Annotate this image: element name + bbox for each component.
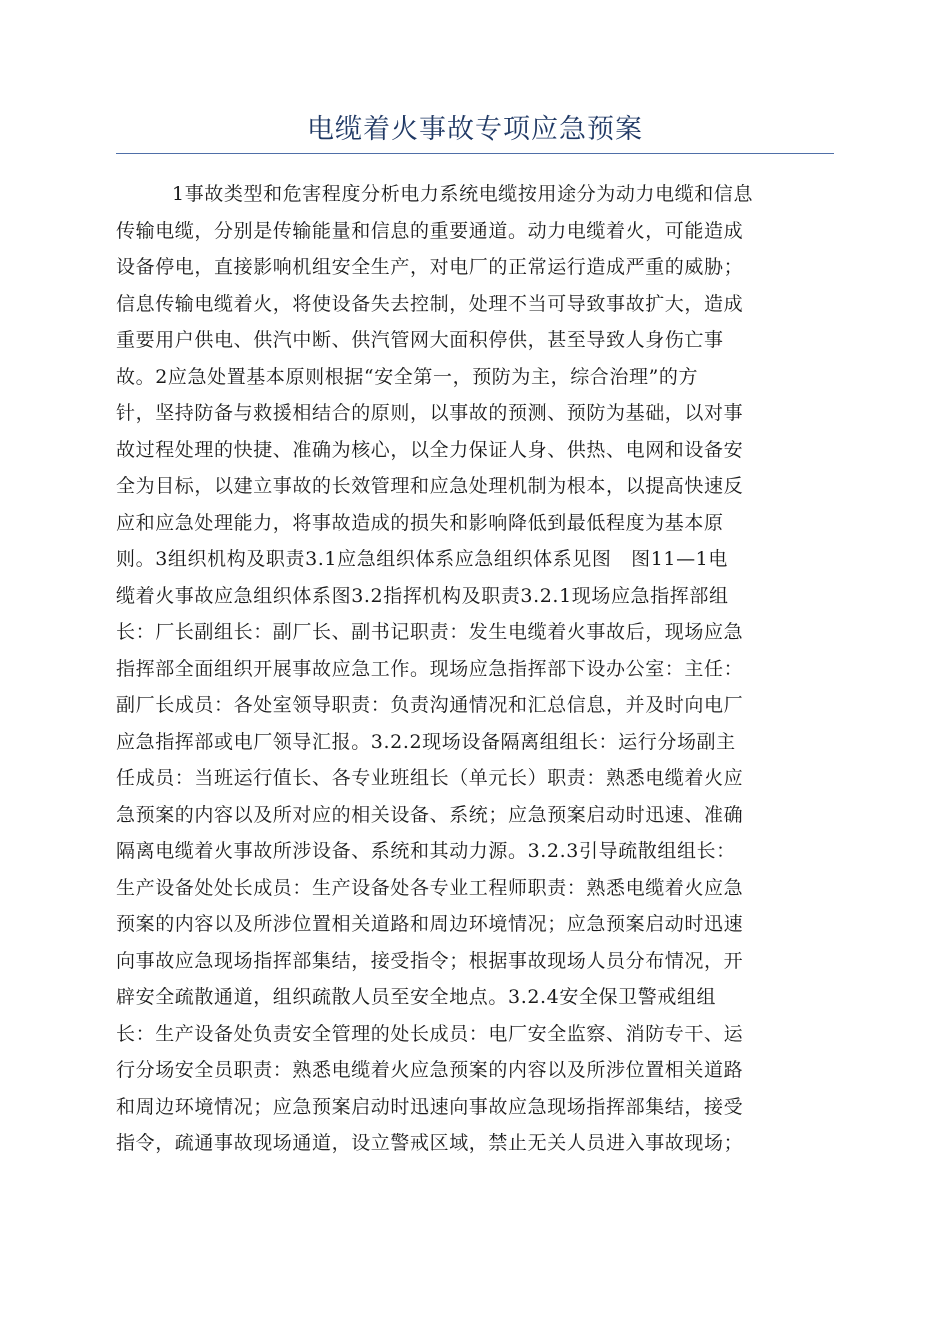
body-line: 全为目标，以建立事故的长效管理和应急处理机制为根本，以提高快速反 — [116, 475, 744, 497]
body-line: 和周边环境情况；应急预案启动时迅速向事故应急现场指挥部集结，接受 — [116, 1095, 744, 1118]
body-line: 长：生产设备处负责安全管理的处长成员：电厂安全监察、消防专干、运 — [116, 1022, 744, 1045]
document-title: 电缆着火事故专项应急预案 — [307, 114, 643, 145]
body-line: 故过程处理的快捷、准确为核心，以全力保证人身、供热、电网和设备安 — [116, 438, 744, 461]
body-line: 辟安全疏散通道，组织疏散人员至安全地点。3.2.4安全保卫警戒组组 — [116, 986, 717, 1008]
body-line: 故。2应急处置基本原则根据“安全第一，预防为主，综合治理”的方 — [116, 365, 699, 388]
body-line: 传输电缆，分别是传输能量和信息的重要通道。动力电缆着火，可能造成 — [116, 219, 744, 242]
body-line: 急预案的内容以及所对应的相关设备、系统；应急预案启动时迅速、准确 — [116, 803, 744, 826]
body-line: 针，坚持防备与救援相结合的原则，以事故的预测、预防为基础，以对事 — [116, 402, 744, 424]
body-line: 副厂长成员：各处室领导职责：负责沟通情况和汇总信息，并及时向电厂 — [116, 694, 744, 716]
body-line: 长：厂长副组长：副厂长、副书记职责：发生电缆着火事故后，现场应急 — [116, 621, 744, 643]
body-line: 应和应急处理能力，将事故造成的损失和影响降低到最低程度为基本原 — [116, 511, 724, 534]
document-body — [116, 176, 834, 1162]
body-line: 缆着火事故应急组织体系图3.2指挥机构及职责3.2.1现场应急指挥部组 — [116, 584, 729, 607]
body-line: 则。3组织机构及职责3.1应急组织体系应急组织体系见图 图11—1电 — [116, 548, 728, 570]
body-line: 指挥部全面组织开展事故应急工作。现场应急指挥部下设办公室：主任： — [116, 657, 744, 680]
body-line: 重要用户供电、供汽中断、供汽管网大面积停供，甚至导致人身伤亡事 — [116, 329, 724, 351]
body-line: 生产设备处处长成员：生产设备处各专业工程师职责：熟悉电缆着火应急 — [116, 876, 744, 899]
body-line: 任成员：当班运行值长、各专业班组长（单元长）职责：熟悉电缆着火应 — [116, 767, 744, 789]
body-line: 向事故应急现场指挥部集结，接受指令；根据事故现场人员分布情况，开 — [116, 949, 744, 972]
body-line: 信息传输电缆着火，将使设备失去控制，处理不当可导致事故扩大，造成 — [116, 292, 744, 315]
body-line: 隔离电缆着火事故所涉设备、系统和其动力源。3.2.3引导疏散组组长： — [116, 840, 736, 862]
body-line: 行分场安全员职责：熟悉电缆着火应急预案的内容以及所涉位置相关道路 — [116, 1059, 744, 1081]
body-line: 预案的内容以及所涉位置相关道路和周边环境情况；应急预案启动时迅速 — [116, 913, 744, 935]
title-underline — [116, 153, 834, 154]
body-line: 应急指挥部或电厂领导汇报。3.2.2现场设备隔离组组长：运行分场副主 — [116, 730, 736, 753]
body-line: 1事故类型和危害程度分析电力系统电缆按用途分为动力电缆和信息 — [172, 183, 754, 205]
body-line: 指令，疏通事故现场通道，设立警戒区域，禁止无关人员进入事故现场； — [116, 1132, 744, 1154]
body-line: 设备停电，直接影响机组安全生产，对电厂的正常运行造成严重的威胁； — [116, 256, 744, 278]
